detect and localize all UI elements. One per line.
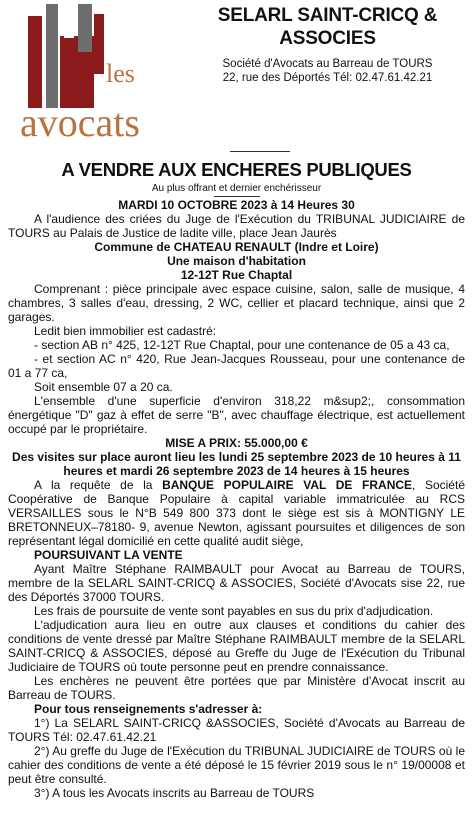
property-line: Une maison d'habitation <box>167 254 306 268</box>
auction-notice <box>8 158 465 800</box>
renseignement-item-2: 2°) Au greffe du Juge de l'Exécution du TRIBUNAL JUDICIAIRE de TOURS où le cahier des conditions de vente a été déposé le 15 février 2019 sous le n° 19/00008 et peut être consulté. <box>8 744 465 786</box>
notice-title: A VENDRE AUX ENCHERES PUBLIQUES <box>61 159 412 180</box>
logo-red-bar <box>28 16 42 108</box>
audience-paragraph: A l'audience des criées du Juge de l'Exécution du TRIBUNAL JUDICIAIRE de TOURS au Palais de Justice de ladite ville, place Jean Jaurès <box>8 212 465 240</box>
firm-header <box>190 4 465 85</box>
section-ac: - et section AC n° 420, Rue Jean-Jacques Rousseau, pour une contenance de 01 a 77 ca, <box>8 352 465 380</box>
frais-paragraph: Les frais de poursuite de vente sont payables en sus du prix d'adjudication. <box>34 604 434 618</box>
requete-rest: , Société Coopérative de Banque Populaire à capital variable immatriculée au RCS VERSAILLES sous le N°B 549 800 373 dont le siège est sis à MONTIGNY LE BRETONNEUX–78180- 9, avenue Newton, agissant poursuites et diligences de son représentant légal domicilié en cette qualité audit siège, <box>8 478 465 548</box>
cadastre-intro: Ledit bien immobilier est cadastré: <box>34 324 217 338</box>
commune-line: Commune de CHATEAU RENAULT (Indre et Loire) <box>94 240 379 254</box>
section-ab: - section AB n° 425, 12-12T Rue Chaptal, pour une contenance de 05 a 43 ca, <box>34 338 450 352</box>
notice-subtitle: Au plus offrant et dernier enchérisseur <box>151 183 322 194</box>
renseignement-item-1: 1°) La SELARL SAINT-CRICQ &ASSOCIES, Société d'Avocats au Barreau de TOURS Tél: 02.47.61.42.21 <box>8 716 465 744</box>
logo-red-post <box>94 14 104 74</box>
requete-prefix: A la requête de la <box>34 478 163 492</box>
logo-gray-post <box>78 4 92 52</box>
adjudication-paragraph: L'adjudication aura lieu en outre aux clauses et conditions du cahier des conditions de vente dressé par Maître Stéphane RAIMBAULT membre de la SELARL SAINT-CRICQ & ASSOCIES, déposé au Greffe du Juge de l'Exécution du Tribunal Judiciaire de TOURS où toute personne peut en prendre connaissance. <box>8 618 465 674</box>
firm-name-line1: SELARL SAINT-CRICQ & <box>217 5 438 26</box>
firm-info <box>190 57 465 85</box>
logo-gray-bar <box>46 4 58 108</box>
renseignements-heading: Pour tous renseignements s'adresser à: <box>34 702 263 716</box>
requete-paragraph <box>8 478 465 548</box>
header-divider <box>230 151 290 152</box>
subtitle-divider <box>214 196 260 197</box>
firm-info-line2: 22, rue des Déportés Tél: 02.47.61.42.21 <box>222 72 433 84</box>
visites: Des visites sur place auront lieu les lundi 25 septembre 2023 de 10 heures à 11 heures et mardi 26 septembre 2023 de 14 heures à 15 heures <box>12 450 461 478</box>
address-line: 12-12T Rue Chaptal <box>180 268 293 282</box>
encheres-paragraph: Les enchères ne peuvent être portées que par Ministère d'Avocat inscrit au Barreau de TOURS. <box>8 674 465 702</box>
total-contenance: Soit ensemble 07 a 20 ca. <box>34 380 173 394</box>
firm-info-line1: Société d'Avocats au Barreau de TOURS <box>222 58 433 70</box>
requete-bank: BANQUE POPULAIRE VAL DE FRANCE <box>162 478 413 492</box>
logo-window <box>64 26 74 38</box>
avocat-paragraph: Ayant Maître Stéphane RAIMBAULT pour Avocat au Barreau de TOURS, membre de la SELARL SAINT-CRICQ & ASSOCIES, Société d'Avocats sise 22, rue des Déportés 37000 TOURS. <box>8 562 465 604</box>
comprenant-paragraph: Comprenant : pièce principale avec espace cuisine, salon, salle de musique, 4 chambres, 3 salles d'eau, dressing, 2 WC, cellier et placard technique, ainsi que 2 garages. <box>8 282 465 324</box>
superficie-paragraph: L'ensemble d'une superficie d'environ 318,22 m&sup2;, consommation énergétique "D" gaz à effet de serre "B", avec chauffage électrique, est actuellement occupé par le propriétaire. <box>8 394 465 436</box>
les-avocats-logo <box>18 4 188 144</box>
auction-date: MARDI 10 OCTOBRE 2023 à 14 Heures 30 <box>118 198 355 212</box>
renseignement-item-3: 3°) A tous les Avocats inscrits au Barreau de TOURS <box>34 786 315 800</box>
logo-text-les: les <box>106 59 135 88</box>
firm-name-line2: ASSOCIES <box>279 28 376 49</box>
poursuivant: POURSUIVANT LA VENTE <box>34 548 183 562</box>
mise-a-prix: MISE A PRIX: 55.000,00 € <box>165 436 308 450</box>
logo-text-avocats: avocats <box>20 100 140 144</box>
